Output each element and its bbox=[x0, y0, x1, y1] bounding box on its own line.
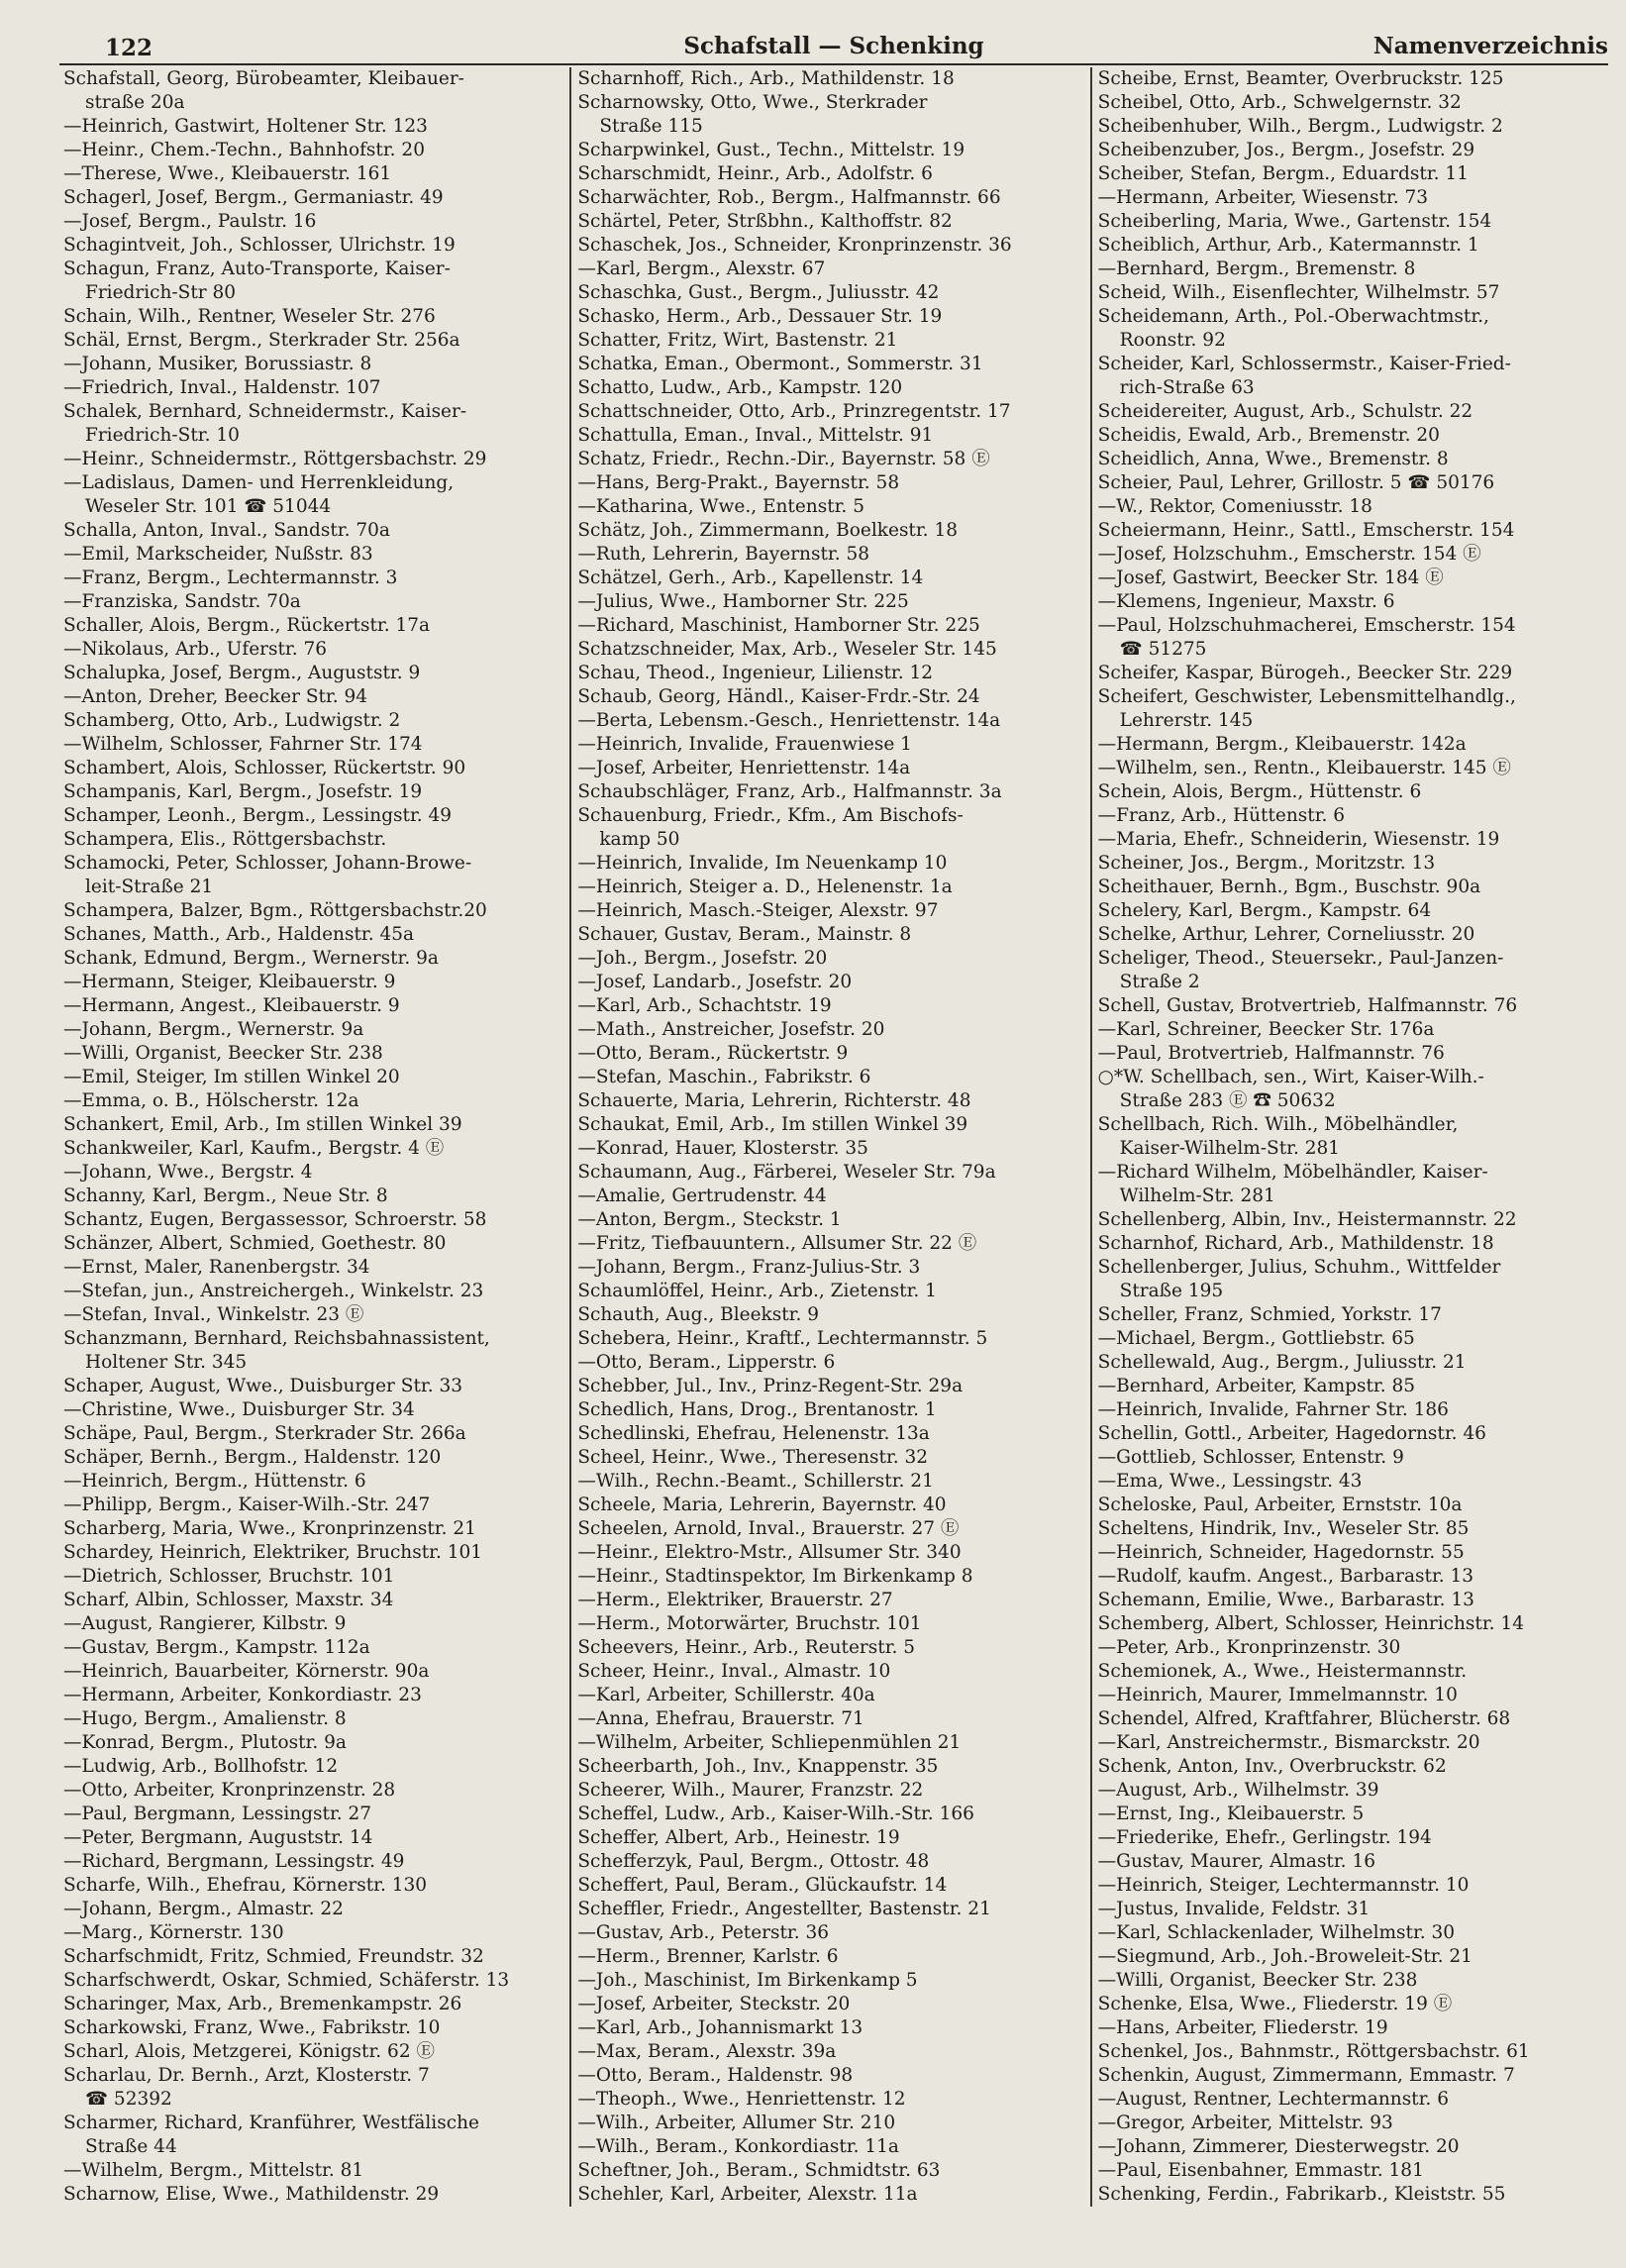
directory-entry: Scheifer, Kaspar, Bürogeh., Beecker Str. 229 bbox=[1097, 663, 1513, 683]
directory-entry: Scheelen, Arnold, Inval., Brauerstr. 27 Ⓔ bbox=[577, 1518, 960, 1539]
directory-entry: Scheier, Paul, Lehrer, Grillostr. 5 ☎ 50176 bbox=[1097, 472, 1495, 493]
directory-entry: —Gustav, Bergm., Kampstr. 112a bbox=[63, 1637, 370, 1658]
directory-entry: Schemionek, A., Wwe., Heistermannstr. bbox=[1097, 1661, 1468, 1682]
directory-entry: —Anton, Bergm., Steckstr. 1 bbox=[577, 1209, 842, 1230]
directory-entry: —Heinrich, Invalide, Frauenwiese 1 bbox=[577, 734, 912, 755]
directory-entry: Schankweiler, Karl, Kaufm., Bergstr. 4 Ⓔ bbox=[63, 1138, 445, 1159]
directory-entry: Schalupka, Josef, Bergm., Auguststr. 9 bbox=[63, 663, 421, 683]
directory-entry: Schaub, Georg, Händl., Kaiser-Frdr.-Str. 24 bbox=[577, 686, 980, 707]
directory-entry: —Philipp, Bergm., Kaiser-Wilh.-Str. 247 bbox=[63, 1495, 431, 1515]
directory-entry: —Otto, Beram., Haldenstr. 98 bbox=[577, 2065, 854, 2086]
directory-entry: Schatter, Fritz, Wirt, Bastenstr. 21 bbox=[577, 330, 898, 351]
directory-entry: Schaukat, Emil, Arb., Im stillen Winkel 39 bbox=[577, 1114, 968, 1135]
directory-entry: Schanzmann, Bernhard, Reichsbahnassistent, bbox=[63, 1328, 490, 1349]
directory-entry: Wilhelm-Str. 281 bbox=[1119, 1186, 1275, 1206]
directory-entry: —Anton, Dreher, Beecker Str. 94 bbox=[63, 686, 368, 707]
directory-entry: Schenk, Anton, Inv., Overbruckstr. 62 bbox=[1097, 1756, 1447, 1777]
directory-entry: —Heinrich, Steiger a. D., Helenenstr. 1a bbox=[577, 876, 953, 897]
directory-entry: —Wilh., Rechn.-Beamt., Schillerstr. 21 bbox=[577, 1471, 934, 1492]
directory-entry: —August, Arb., Wilhelmstr. 39 bbox=[1097, 1780, 1379, 1801]
directory-entry: —Paul, Bergmann, Lessingstr. 27 bbox=[63, 1804, 372, 1824]
directory-entry: Schenkin, August, Zimmermann, Emmastr. 7 bbox=[1097, 2065, 1515, 2086]
directory-entry: —Heinr., Chem.-Techn., Bahnhofstr. 20 bbox=[63, 140, 425, 160]
directory-entry: —Richard Wilhelm, Möbelhändler, Kaiser- bbox=[1097, 1162, 1488, 1183]
directory-entry: —Ladislaus, Damen- und Herrenkleidung, bbox=[63, 472, 455, 493]
column-1 bbox=[57, 67, 571, 2207]
directory-entry: Weseler Str. 101 ☎ 51044 bbox=[85, 496, 332, 517]
directory-entry: —Stefan, Inval., Winkelstr. 23 Ⓔ bbox=[63, 1304, 364, 1325]
directory-entry: —Joh., Bergm., Josefstr. 20 bbox=[577, 948, 828, 969]
directory-entry: rich-Straße 63 bbox=[1119, 377, 1255, 398]
directory-entry: Scheiblich, Arthur, Arb., Katermannstr. 1 bbox=[1097, 235, 1479, 256]
directory-entry: Schalek, Bernhard, Schneidermstr., Kaiser- bbox=[63, 401, 467, 422]
directory-entry: —Wilhelm, sen., Rentn., Kleibauerstr. 145 Ⓔ bbox=[1097, 758, 1511, 778]
section-title: Namenverzeichnis bbox=[1372, 33, 1608, 59]
directory-entry: —Emil, Markscheider, Nußstr. 83 bbox=[63, 544, 373, 565]
directory-entry: Scheiber, Stefan, Bergm., Eduardstr. 11 bbox=[1097, 163, 1469, 184]
directory-entry: —Anna, Ehefrau, Brauerstr. 71 bbox=[577, 1708, 864, 1729]
directory-entry: Schelery, Karl, Bergm., Kampstr. 64 bbox=[1097, 900, 1432, 921]
directory-entry: Straße 115 bbox=[599, 116, 703, 137]
directory-entry: Scheidlich, Anna, Wwe., Bremenstr. 8 bbox=[1097, 449, 1449, 469]
directory-entry: —Hermann, Arbeiter, Wiesenstr. 73 bbox=[1097, 187, 1429, 208]
directory-entry: —Ema, Wwe., Lessingstr. 43 bbox=[1097, 1471, 1363, 1492]
directory-entry: Scheibenhuber, Wilh., Bergm., Ludwigstr. 2 bbox=[1097, 116, 1503, 137]
directory-columns bbox=[57, 67, 1616, 2207]
directory-entry: —Gregor, Arbeiter, Mittelstr. 93 bbox=[1097, 2113, 1393, 2133]
directory-entry: Straße 283 Ⓔ ☎ 50632 bbox=[1119, 1090, 1336, 1111]
directory-entry: —Otto, Beram., Lipperstr. 6 bbox=[577, 1352, 836, 1373]
directory-entry: Scharl, Alois, Metzgerei, Königstr. 62 Ⓔ bbox=[63, 2041, 435, 2062]
directory-entry: —Karl, Arb., Johannismarkt 13 bbox=[577, 2017, 864, 2038]
directory-entry: —Johann, Bergm., Wernerstr. 9a bbox=[63, 1019, 364, 1040]
directory-entry: —Karl, Anstreichermstr., Bismarckstr. 20 bbox=[1097, 1732, 1480, 1753]
directory-entry: —Johann, Bergm., Franz-Julius-Str. 3 bbox=[577, 1257, 921, 1278]
directory-entry: Schamberg, Otto, Arb., Ludwigstr. 2 bbox=[63, 710, 401, 731]
directory-entry: Scharwächter, Rob., Bergm., Halfmannstr. 66 bbox=[577, 187, 1001, 208]
directory-entry: Scharnhof, Richard, Arb., Mathildenstr. 18 bbox=[1097, 1233, 1494, 1254]
directory-entry: —Richard, Maschinist, Hamborner Str. 225 bbox=[577, 615, 980, 636]
directory-entry: Schank, Edmund, Bergm., Wernerstr. 9a bbox=[63, 948, 439, 969]
directory-entry: —Wilhelm, Bergm., Mittelstr. 81 bbox=[63, 2160, 364, 2181]
directory-entry: Scheidereiter, August, Arb., Schulstr. 22 bbox=[1097, 401, 1474, 422]
directory-entry: Schellewald, Aug., Bergm., Juliusstr. 21 bbox=[1097, 1352, 1467, 1373]
directory-entry: —Heinr., Elektro-Mstr., Allsumer Str. 340 bbox=[577, 1542, 962, 1563]
directory-entry: —Wilh., Beram., Konkordiastr. 11a bbox=[577, 2136, 899, 2157]
directory-entry: Scharmer, Richard, Kranführer, Westfälische bbox=[63, 2113, 479, 2133]
directory-entry: Friedrich-Str. 10 bbox=[85, 425, 240, 446]
directory-entry: Scheibel, Otto, Arb., Schwelgernstr. 32 bbox=[1097, 92, 1462, 113]
directory-entry: Scheffler, Friedr., Angestellter, Bastenstr. 21 bbox=[577, 1899, 991, 1919]
directory-entry: Schellenberger, Julius, Schuhm., Wittfelder bbox=[1097, 1257, 1501, 1278]
directory-entry: —Wilh., Arbeiter, Allumer Str. 210 bbox=[577, 2113, 896, 2133]
directory-entry: Schefferzyk, Paul, Bergm., Ottostr. 48 bbox=[577, 1851, 930, 1872]
directory-entry: —Dietrich, Schlosser, Bruchstr. 101 bbox=[63, 1566, 395, 1587]
directory-entry: Scheloske, Paul, Arbeiter, Ernststr. 10a bbox=[1097, 1495, 1463, 1515]
directory-entry: Scheidis, Ewald, Arb., Bremenstr. 20 bbox=[1097, 425, 1440, 446]
directory-entry: —Johann, Musiker, Borussiastr. 8 bbox=[63, 354, 372, 374]
directory-entry: —Gustav, Arb., Peterstr. 36 bbox=[577, 1922, 830, 1943]
directory-entry: Schatzschneider, Max, Arb., Weseler Str. 145 bbox=[577, 639, 997, 660]
directory-entry: Schärtel, Peter, Strßbhn., Kalthoffstr. 82 bbox=[577, 211, 953, 232]
directory-entry: Schamocki, Peter, Schlosser, Johann-Browe- bbox=[63, 853, 472, 874]
directory-entry: Scheffel, Ludw., Arb., Kaiser-Wilh.-Str. 166 bbox=[577, 1804, 974, 1824]
directory-entry: Schaubschläger, Franz, Arb., Halfmannstr. 3a bbox=[577, 781, 1002, 802]
directory-entry: Scheider, Karl, Schlossermstr., Kaiser-Fried- bbox=[1097, 354, 1511, 374]
directory-entry: —Johann, Bergm., Almastr. 22 bbox=[63, 1899, 344, 1919]
directory-entry: —Gustav, Maurer, Almastr. 16 bbox=[1097, 1851, 1375, 1872]
directory-entry: Schattschneider, Otto, Arb., Prinzregentstr. 17 bbox=[577, 401, 1011, 422]
directory-entry: —Emil, Steiger, Im stillen Winkel 20 bbox=[63, 1067, 400, 1087]
directory-entry: Schenking, Ferdin., Fabrikarb., Kleiststr. 55 bbox=[1097, 2184, 1506, 2205]
directory-entry: —Konrad, Hauer, Klosterstr. 35 bbox=[577, 1138, 868, 1159]
directory-entry: —Herm., Motorwärter, Bruchstr. 101 bbox=[577, 1613, 922, 1634]
directory-entry: Straße 44 bbox=[85, 2136, 177, 2157]
directory-entry: —Ludwig, Arb., Bollhofstr. 12 bbox=[63, 1756, 339, 1777]
directory-entry: —Fritz, Tiefbauuntern., Allsumer Str. 22 Ⓔ bbox=[577, 1233, 977, 1254]
directory-entry: —Franz, Arb., Hüttenstr. 6 bbox=[1097, 805, 1346, 826]
directory-entry: Schaschek, Jos., Schneider, Kronprinzenstr. 36 bbox=[577, 235, 1012, 256]
directory-entry: ☎ 52392 bbox=[85, 2089, 172, 2110]
directory-entry: Scheerbarth, Joh., Inv., Knappenstr. 35 bbox=[577, 1756, 939, 1777]
directory-entry: —Otto, Arbeiter, Kronprinzenstr. 28 bbox=[63, 1780, 396, 1801]
directory-entry: Schain, Wilh., Rentner, Weseler Str. 276 bbox=[63, 306, 436, 327]
directory-entry: —Heinr., Stadtinspektor, Im Birkenkamp 8 bbox=[577, 1566, 973, 1587]
directory-entry: Scharschmidt, Heinr., Arb., Adolfstr. 6 bbox=[577, 163, 933, 184]
directory-entry: Lehrerstr. 145 bbox=[1119, 710, 1254, 731]
directory-entry: Schellenberg, Albin, Inv., Heistermannstr. 22 bbox=[1097, 1209, 1517, 1230]
directory-entry: Schemann, Emilie, Wwe., Barbarastr. 13 bbox=[1097, 1590, 1474, 1610]
directory-entry: —Christine, Wwe., Duisburger Str. 34 bbox=[63, 1399, 415, 1420]
directory-entry: —Karl, Schlackenlader, Wilhelmstr. 30 bbox=[1097, 1922, 1456, 1943]
directory-entry: Schagun, Franz, Auto-Transporte, Kaiser- bbox=[63, 258, 451, 279]
directory-entry: kamp 50 bbox=[599, 829, 680, 850]
directory-entry: —Max, Beram., Alexstr. 39a bbox=[577, 2041, 837, 2062]
directory-entry: —Friederike, Ehefr., Gerlingstr. 194 bbox=[1097, 1827, 1432, 1848]
directory-entry: Scheffer, Albert, Arb., Heinestr. 19 bbox=[577, 1827, 900, 1848]
directory-entry: —Otto, Beram., Rückertstr. 9 bbox=[577, 1043, 849, 1064]
directory-entry: —Math., Anstreicher, Josefstr. 20 bbox=[577, 1019, 885, 1040]
directory-entry: —Peter, Arb., Kronprinzenstr. 30 bbox=[1097, 1637, 1401, 1658]
directory-entry: Schelke, Arthur, Lehrer, Corneliusstr. 20 bbox=[1097, 924, 1475, 945]
directory-entry: Friedrich-Str 80 bbox=[85, 282, 237, 303]
header-rule bbox=[59, 63, 1608, 65]
directory-entry: Schäpe, Paul, Bergm., Sterkrader Str. 266a bbox=[63, 1423, 466, 1444]
directory-entry: Schehler, Karl, Arbeiter, Alexstr. 11a bbox=[577, 2184, 918, 2205]
directory-entry: Schasko, Herm., Arb., Dessauer Str. 19 bbox=[577, 306, 943, 327]
directory-entry: Scheiner, Jos., Bergm., Moritzstr. 13 bbox=[1097, 853, 1436, 874]
directory-entry: —August, Rentner, Lechtermannstr. 6 bbox=[1097, 2089, 1449, 2110]
directory-entry: —Josef, Landarb., Josefstr. 20 bbox=[577, 972, 853, 992]
directory-entry: Schampera, Balzer, Bgm., Röttgersbachstr.20 bbox=[63, 900, 487, 921]
directory-entry: Schänzer, Albert, Schmied, Goethestr. 80 bbox=[63, 1233, 447, 1254]
directory-entry: Scharkowski, Franz, Wwe., Fabrikstr. 10 bbox=[63, 2017, 441, 2038]
directory-entry: —Heinrich, Masch.-Steiger, Alexstr. 97 bbox=[577, 900, 939, 921]
directory-entry: —Hans, Berg-Prakt., Bayernstr. 58 bbox=[577, 472, 900, 493]
directory-entry: Holtener Str. 345 bbox=[85, 1352, 248, 1373]
directory-entry: —Berta, Lebensm.-Gesch., Henriettenstr. 14a bbox=[577, 710, 1001, 731]
directory-entry: —W., Rektor, Comeniusstr. 18 bbox=[1097, 496, 1372, 517]
directory-entry: —Paul, Eisenbahner, Emmastr. 181 bbox=[1097, 2160, 1424, 2181]
directory-entry: —Hans, Arbeiter, Fliederstr. 19 bbox=[1097, 2017, 1388, 2038]
directory-entry: —Rudolf, kaufm. Angest., Barbarastr. 13 bbox=[1097, 1566, 1474, 1587]
directory-entry: Scharnowsky, Otto, Wwe., Sterkrader bbox=[577, 92, 928, 113]
directory-entry: Scheftner, Joh., Beram., Schmidtstr. 63 bbox=[577, 2160, 941, 2181]
directory-entry: —Wilhelm, Arbeiter, Schliepenmühlen 21 bbox=[577, 1732, 962, 1753]
directory-entry: —Josef, Arbeiter, Steckstr. 20 bbox=[577, 1994, 851, 2014]
directory-entry: —August, Rangierer, Kilbstr. 9 bbox=[63, 1613, 347, 1634]
directory-entry: —Johann, Zimmerer, Diesterwegstr. 20 bbox=[1097, 2136, 1460, 2157]
directory-entry: Kaiser-Wilhelm-Str. 281 bbox=[1119, 1138, 1341, 1159]
directory-entry: Schendel, Alfred, Kraftfahrer, Blücherstr. 68 bbox=[1097, 1708, 1511, 1729]
directory-entry: Schalla, Anton, Inval., Sandstr. 70a bbox=[63, 520, 390, 541]
directory-entry: Scharnow, Elise, Wwe., Mathildenstr. 29 bbox=[63, 2184, 440, 2205]
directory-entry: —Gottlieb, Schlosser, Entenstr. 9 bbox=[1097, 1447, 1404, 1468]
directory-entry: Schagintveit, Joh., Schlosser, Ulrichstr. 19 bbox=[63, 235, 456, 256]
directory-entry: —Karl, Arbeiter, Schillerstr. 40a bbox=[577, 1685, 875, 1705]
directory-entry: Schampera, Elis., Röttgersbachstr. bbox=[63, 829, 387, 850]
directory-entry: Schäper, Bernh., Bergm., Haldenstr. 120 bbox=[63, 1447, 442, 1468]
directory-entry: Schätz, Joh., Zimmermann, Boelkestr. 18 bbox=[577, 520, 958, 541]
directory-entry: Schagerl, Josef, Bergm., Germaniastr. 49 bbox=[63, 187, 444, 208]
directory-entry: Scharberg, Maria, Wwe., Kronprinzenstr. 21 bbox=[63, 1518, 476, 1539]
directory-entry: Schantz, Eugen, Bergassessor, Schroerstr. 58 bbox=[63, 1209, 487, 1230]
directory-entry: —Willi, Organist, Beecker Str. 238 bbox=[1097, 1970, 1418, 1991]
directory-entry: Schebera, Heinr., Kraftf., Lechtermannstr. 5 bbox=[577, 1328, 988, 1349]
directory-entry: Schäl, Ernst, Bergm., Sterkrader Str. 256a bbox=[63, 330, 460, 351]
directory-entry: Scheliger, Theod., Steuersekr., Paul-Janzen- bbox=[1097, 948, 1504, 969]
directory-entry: Scheibenzuber, Jos., Bergm., Josefstr. 29 bbox=[1097, 140, 1475, 160]
directory-entry: Schedlich, Hans, Drog., Brentanostr. 1 bbox=[577, 1399, 937, 1420]
directory-entry: —Heinrich, Invalide, Im Neuenkamp 10 bbox=[577, 853, 948, 874]
directory-entry: Schatka, Eman., Obermont., Sommerstr. 31 bbox=[577, 354, 983, 374]
directory-entry: —Heinrich, Bauarbeiter, Körnerstr. 90a bbox=[63, 1661, 430, 1682]
directory-entry: Schatz, Friedr., Rechn.-Dir., Bayernstr. 58 Ⓔ bbox=[577, 449, 990, 469]
directory-entry: Scheid, Wilh., Eisenflechter, Wilhelmstr. 57 bbox=[1097, 282, 1500, 303]
directory-entry: Scheithauer, Bernh., Bgm., Buschstr. 90a bbox=[1097, 876, 1481, 897]
directory-entry: Scharfschmidt, Fritz, Schmied, Freundstr. 32 bbox=[63, 1946, 484, 1967]
directory-entry: —Hermann, Steiger, Kleibauerstr. 9 bbox=[63, 972, 396, 992]
directory-entry: Scharlau, Dr. Bernh., Arzt, Klosterstr. 7 bbox=[63, 2065, 430, 2086]
directory-entry: Scheller, Franz, Schmied, Yorkstr. 17 bbox=[1097, 1304, 1442, 1325]
directory-entry: —Stefan, jun., Anstreichergeh., Winkelstr. 23 bbox=[63, 1281, 484, 1301]
directory-entry: —Josef, Gastwirt, Beecker Str. 184 Ⓔ bbox=[1097, 567, 1444, 588]
directory-entry: —Theoph., Wwe., Henriettenstr. 12 bbox=[577, 2089, 906, 2110]
directory-entry: Scharfe, Wilh., Ehefrau, Körnerstr. 130 bbox=[63, 1875, 428, 1896]
directory-entry: leit-Straße 21 bbox=[85, 876, 214, 897]
directory-entry: Scheibe, Ernst, Beamter, Overbruckstr. 125 bbox=[1097, 68, 1504, 89]
directory-entry: Schellbach, Rich. Wilh., Möbelhändler, bbox=[1097, 1114, 1459, 1135]
directory-entry: —Franz, Bergm., Lechtermannstr. 3 bbox=[63, 567, 398, 588]
directory-entry: —Ernst, Maler, Ranenbergstr. 34 bbox=[63, 1257, 370, 1278]
directory-entry: —Herm., Brenner, Karlstr. 6 bbox=[577, 1946, 839, 1967]
directory-entry: —Friedrich, Inval., Haldenstr. 107 bbox=[63, 377, 381, 398]
directory-entry: Schatto, Ludw., Arb., Kampstr. 120 bbox=[577, 377, 903, 398]
directory-entry: Scharinger, Max, Arb., Bremenkampstr. 26 bbox=[63, 1994, 462, 2014]
directory-entry: —Josef, Holzschuhm., Emscherstr. 154 Ⓔ bbox=[1097, 544, 1481, 565]
page-number: 122 bbox=[105, 35, 153, 61]
directory-entry: —Karl, Bergm., Alexstr. 67 bbox=[577, 258, 826, 279]
directory-entry: —Julius, Wwe., Hamborner Str. 225 bbox=[577, 591, 909, 612]
directory-entry: Schafstall, Georg, Bürobeamter, Kleibauer- bbox=[63, 68, 464, 89]
directory-entry: Scheel, Heinr., Wwe., Theresenstr. 32 bbox=[577, 1447, 929, 1468]
directory-entry: —Heinrich, Schneider, Hagedornstr. 55 bbox=[1097, 1542, 1465, 1563]
directory-entry: —Hermann, Angest., Kleibauerstr. 9 bbox=[63, 995, 400, 1016]
directory-entry: —Wilhelm, Schlosser, Fahrner Str. 174 bbox=[63, 734, 423, 755]
directory-entry: Scheffert, Paul, Beram., Glückaufstr. 14 bbox=[577, 1875, 948, 1896]
directory-entry: —Konrad, Bergm., Plutostr. 9a bbox=[63, 1732, 347, 1753]
directory-entry: —Ruth, Lehrerin, Bayernstr. 58 bbox=[577, 544, 869, 565]
directory-entry: Schauer, Gustav, Beram., Mainstr. 8 bbox=[577, 924, 912, 945]
directory-entry: Schellin, Gottl., Arbeiter, Hagedornstr. 46 bbox=[1097, 1423, 1486, 1444]
directory-entry: Schankert, Emil, Arb., Im stillen Winkel 39 bbox=[63, 1114, 462, 1135]
directory-entry: —Bernhard, Bergm., Bremenstr. 8 bbox=[1097, 258, 1416, 279]
directory-entry: Schambert, Alois, Schlosser, Rückertstr. 90 bbox=[63, 758, 466, 778]
directory-entry: —Willi, Organist, Beecker Str. 238 bbox=[63, 1043, 383, 1064]
column-3 bbox=[1092, 67, 1616, 2207]
directory-entry: Schaper, August, Wwe., Duisburger Str. 33 bbox=[63, 1376, 462, 1396]
directory-entry: Scheerer, Wilh., Maurer, Franzstr. 22 bbox=[577, 1780, 924, 1801]
directory-entry: ☎ 51275 bbox=[1119, 639, 1207, 660]
directory-entry: Schanny, Karl, Bergm., Neue Str. 8 bbox=[63, 1186, 388, 1206]
directory-entry: —Emma, o. B., Hölscherstr. 12a bbox=[63, 1090, 359, 1111]
directory-entry: —Paul, Holzschuhmacherei, Emscherstr. 154 bbox=[1097, 615, 1516, 636]
directory-entry: Schauenburg, Friedr., Kfm., Am Bischofs- bbox=[577, 805, 964, 826]
directory-entry: Schattulla, Eman., Inval., Mittelstr. 91 bbox=[577, 425, 934, 446]
directory-entry: —Ernst, Ing., Kleibauerstr. 5 bbox=[1097, 1804, 1365, 1824]
directory-entry: —Michael, Bergm., Gottliebstr. 65 bbox=[1097, 1328, 1415, 1349]
directory-entry: —Heinrich, Invalide, Fahrner Str. 186 bbox=[1097, 1399, 1449, 1420]
directory-entry: —Heinrich, Gastwirt, Holtener Str. 123 bbox=[63, 116, 428, 137]
directory-entry: Scheiermann, Heinr., Sattl., Emscherstr. 154 bbox=[1097, 520, 1515, 541]
directory-entry: —Heinr., Schneidermstr., Röttgersbachstr. 29 bbox=[63, 449, 487, 469]
directory-entry: —Josef, Bergm., Paulstr. 16 bbox=[63, 211, 317, 232]
directory-entry: —Heinrich, Steiger, Lechtermannstr. 10 bbox=[1097, 1875, 1470, 1896]
directory-entry: —Bernhard, Arbeiter, Kampstr. 85 bbox=[1097, 1376, 1416, 1396]
directory-entry: —Stefan, Maschin., Fabrikstr. 6 bbox=[577, 1067, 871, 1087]
directory-entry: straße 20a bbox=[85, 92, 185, 113]
directory-entry: Scheer, Heinr., Inval., Almastr. 10 bbox=[577, 1661, 891, 1682]
directory-entry: Scharnhoff, Rich., Arb., Mathildenstr. 18 bbox=[577, 68, 955, 89]
directory-entry: Schauerte, Maria, Lehrerin, Richterstr. 48 bbox=[577, 1090, 971, 1111]
directory-entry: —Karl, Schreiner, Beecker Str. 176a bbox=[1097, 1019, 1435, 1040]
directory-entry: —Siegmund, Arb., Joh.-Broweleit-Str. 21 bbox=[1097, 1946, 1473, 1967]
directory-entry: —Justus, Invalide, Feldstr. 31 bbox=[1097, 1899, 1371, 1919]
directory-entry: Straße 195 bbox=[1119, 1281, 1224, 1301]
directory-entry: —Therese, Wwe., Kleibauerstr. 161 bbox=[63, 163, 392, 184]
directory-entry: —Hugo, Bergm., Amalienstr. 8 bbox=[63, 1708, 347, 1729]
directory-entry: Schaumann, Aug., Färberei, Weseler Str. 79a bbox=[577, 1162, 996, 1183]
directory-entry: Scheiberling, Maria, Wwe., Gartenstr. 154 bbox=[1097, 211, 1492, 232]
directory-entry: —Nikolaus, Arb., Uferstr. 76 bbox=[63, 639, 328, 660]
directory-entry: Schell, Gustav, Brotvertrieb, Halfmannstr. 76 bbox=[1097, 995, 1518, 1016]
directory-entry: Schenke, Elsa, Wwe., Fliederstr. 19 Ⓔ bbox=[1097, 1994, 1453, 2014]
directory-entry: Schamper, Leonh., Bergm., Lessingstr. 49 bbox=[63, 805, 453, 826]
running-title: Schafstall — Schenking bbox=[683, 33, 984, 59]
directory-entry: —Marg., Körnerstr. 130 bbox=[63, 1922, 284, 1943]
directory-entry: —Hermann, Arbeiter, Konkordiastr. 23 bbox=[63, 1685, 422, 1705]
directory-entry: Schemberg, Albert, Schlosser, Heinrichstr. 14 bbox=[1097, 1613, 1524, 1634]
directory-entry: Schampanis, Karl, Bergm., Josefstr. 19 bbox=[63, 781, 423, 802]
directory-entry: Scheevers, Heinr., Arb., Reuterstr. 5 bbox=[577, 1637, 916, 1658]
directory-entry: —Maria, Ehefr., Schneiderin, Wiesenstr. 19 bbox=[1097, 829, 1500, 850]
directory-entry: —Franziska, Sandstr. 70a bbox=[63, 591, 301, 612]
directory-entry: Scheidemann, Arth., Pol.-Oberwachtmstr., bbox=[1097, 306, 1489, 327]
directory-entry: —Heinrich, Bergm., Hüttenstr. 6 bbox=[63, 1471, 366, 1492]
directory-entry: —Amalie, Gertrudenstr. 44 bbox=[577, 1186, 827, 1206]
directory-entry: —Karl, Arb., Schachtstr. 19 bbox=[577, 995, 832, 1016]
directory-entry: Schätzel, Gerh., Arb., Kapellenstr. 14 bbox=[577, 567, 924, 588]
directory-entry: Straße 2 bbox=[1119, 972, 1200, 992]
directory-entry: Scharf, Albin, Schlosser, Maxstr. 34 bbox=[63, 1590, 394, 1610]
directory-entry: Scharpwinkel, Gust., Techn., Mittelstr. 19 bbox=[577, 140, 965, 160]
directory-entry: —Joh., Maschinist, Im Birkenkamp 5 bbox=[577, 1970, 918, 1991]
directory-entry: —Herm., Elektriker, Brauerstr. 27 bbox=[577, 1590, 893, 1610]
directory-entry: Schauth, Aug., Bleekstr. 9 bbox=[577, 1304, 819, 1325]
directory-entry: —Peter, Bergmann, Auguststr. 14 bbox=[63, 1827, 373, 1848]
directory-entry: —Heinrich, Maurer, Immelmannstr. 10 bbox=[1097, 1685, 1458, 1705]
directory-entry: —Hermann, Bergm., Kleibauerstr. 142a bbox=[1097, 734, 1467, 755]
directory-entry: Schein, Alois, Bergm., Hüttenstr. 6 bbox=[1097, 781, 1422, 802]
directory-entry: Schenkel, Jos., Bahnmstr., Röttgersbachstr. 61 bbox=[1097, 2041, 1530, 2062]
directory-entry: Scharfschwerdt, Oskar, Schmied, Schäferstr. 13 bbox=[63, 1970, 510, 1991]
directory-entry: Schardey, Heinrich, Elektriker, Bruchstr. 101 bbox=[63, 1542, 483, 1563]
directory-entry: Schaumlöffel, Heinr., Arb., Zietenstr. 1 bbox=[577, 1281, 937, 1301]
directory-entry: Scheltens, Hindrik, Inv., Weseler Str. 85 bbox=[1097, 1518, 1470, 1539]
directory-entry: Roonstr. 92 bbox=[1119, 330, 1226, 351]
directory-entry: Schau, Theod., Ingenieur, Lilienstr. 12 bbox=[577, 663, 934, 683]
directory-entry: —Katharina, Wwe., Entenstr. 5 bbox=[577, 496, 864, 517]
directory-entry: —Paul, Brotvertrieb, Halfmannstr. 76 bbox=[1097, 1043, 1445, 1064]
directory-entry: Scheele, Maria, Lehrerin, Bayernstr. 40 bbox=[577, 1495, 947, 1515]
directory-entry: —Josef, Arbeiter, Henriettenstr. 14a bbox=[577, 758, 911, 778]
page-header bbox=[59, 24, 1608, 63]
directory-entry: Schebber, Jul., Inv., Prinz-Regent-Str. 29a bbox=[577, 1376, 964, 1396]
directory-entry: Scheifert, Geschwister, Lebensmittelhandlg., bbox=[1097, 686, 1516, 707]
directory-entry: —Richard, Bergmann, Lessingstr. 49 bbox=[63, 1851, 405, 1872]
directory-entry: —Klemens, Ingenieur, Maxstr. 6 bbox=[1097, 591, 1395, 612]
directory-entry: Schaller, Alois, Bergm., Rückertstr. 17a bbox=[63, 615, 431, 636]
directory-entry: Schedlinski, Ehefrau, Helenenstr. 13a bbox=[577, 1423, 930, 1444]
directory-entry: ○*W. Schellbach, sen., Wirt, Kaiser-Wilh.- bbox=[1097, 1067, 1484, 1087]
directory-entry: —Johann, Wwe., Bergstr. 4 bbox=[63, 1162, 313, 1183]
directory-entry: Schaschka, Gust., Bergm., Juliusstr. 42 bbox=[577, 282, 940, 303]
column-2 bbox=[571, 67, 1091, 2207]
directory-entry: Schanes, Matth., Arb., Haldenstr. 45a bbox=[63, 924, 415, 945]
